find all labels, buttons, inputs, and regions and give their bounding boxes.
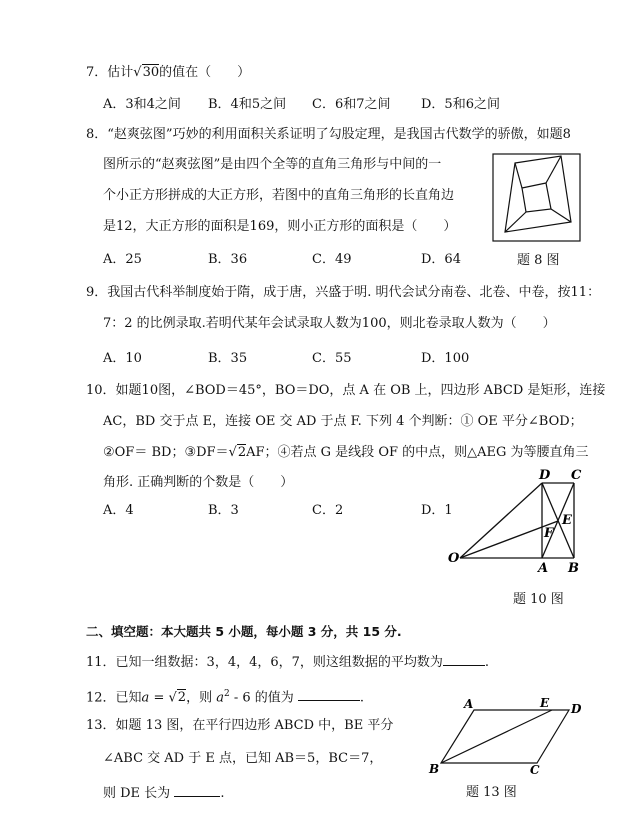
q11-answer-blank[interactable] [443,652,485,666]
q12-line [86,685,364,707]
q12-pre: 12．已知 [86,690,142,706]
q7-option-a: A．3和4之间 [103,97,181,112]
q10-option-c: C．2 [312,503,344,518]
sqrt-sign: √ [168,690,177,706]
q10-label-d: D [539,468,551,483]
sqrt-sign: √ [228,445,237,460]
q12-var-a2: a [216,690,224,706]
q7-stem-pre: 7．估计 [86,65,134,80]
q10-label-c: C [571,468,582,483]
q12-radicand: 2 [177,690,187,706]
q8-option-a: A．25 [103,252,142,267]
q10-line-4: 角形. 正确判断的个数是（ ） [103,475,294,490]
q10-radicand: 2 [237,445,247,460]
q13-end: . [220,786,225,801]
q8-line-4: 是12，大正方形的面积是169，则小正方形的面积是（ ） [103,219,457,234]
q8-line-1: 8．“赵爽弦图”巧妙的利用面积关系证明了勾股定理，是我国古代数学的骄傲，如题8 [86,127,571,142]
q9-option-c: C．55 [312,351,352,366]
q13-figure-caption: 题 13 图 [466,785,517,800]
q8-option-d: D．64 [421,252,461,267]
q10-figure-caption: 题 10 图 [513,592,564,607]
q10-line-3 [103,444,589,462]
q12-post: - 6 的值为 [229,690,298,706]
q8-line-2: 图所示的“赵爽弦图”是由四个全等的直角三角形与中间的一 [103,157,442,172]
q10-label-b: B [568,561,579,576]
q10-label-a: A [538,561,549,576]
q10-option-a: A．4 [103,503,134,518]
q13-label-a: A [464,697,474,711]
q13-answer-blank[interactable] [174,783,220,797]
q12-exponent: 2 [223,689,230,699]
q9-option-d: D．100 [421,351,470,366]
q12-var-a: a [141,690,150,706]
section-2-title: 二、填空题：本大题共 5 小题，每小题 3 分，共 15 分. [86,624,402,639]
q11-text: 11．已知一组数据：3，4，4，6，7，则这组数据的平均数为 [86,655,443,670]
q11-end: . [484,655,490,670]
q9-line-2: 7：2 的比例录取.若明代某年会试录取人数为100，则北卷录取人数为（ ） [103,316,556,331]
q10-label-o: O [448,551,460,566]
q10-line-2: AC，BD 交于点 E，连接 OE 交 AD 于点 F. 下列 4 个判断：① OE 平分∠BOD； [103,414,583,429]
q7-radicand: 30 [142,65,160,80]
q10-line-3a: ②OF＝ BD；③DF＝ [103,445,229,460]
q8-figure-caption: 题 8 图 [517,253,560,268]
q13-figure [424,695,584,775]
q7-option-d: D．5和6之间 [421,97,500,112]
q8-option-c: C．49 [312,252,352,267]
sqrt-sign: √ [133,65,142,80]
q13-label-c: C [530,763,540,777]
q9-line-1: 9．我国古代科举制度始于隋，成于唐，兴盛于明. 明代会试分南卷、北卷、中卷，按11： [86,285,601,300]
q11-line [86,652,489,672]
q7-stem [86,64,250,82]
q13-line-1: 13．如题 13 图，在平行四边形 ABCD 中，BE 平分 [86,718,394,733]
q12-end: . [359,690,365,706]
q12-mid: ，则 [186,690,217,706]
q10-label-e: E [562,513,572,528]
q10-label-f: F [544,526,554,541]
q9-option-a: A．10 [103,351,142,366]
q13-line-3-text: 则 DE 长为 [103,786,171,801]
q12-eq: = [149,690,169,706]
q13-line-2: ∠ABC 交 AD 于 E 点，已知 AB＝5，BC＝7， [103,751,383,766]
q8-line-3: 个小正方形拼成的大正方形，若图中的直角三角形的长直角边 [103,188,455,203]
q7-stem-post: 的值在（ ） [159,65,251,80]
q13-line-3 [103,783,224,803]
q8-figure [492,153,582,243]
q9-option-b: B．35 [208,351,248,366]
q13-label-b: B [429,762,440,776]
q7-option-b: B．4和5之间 [208,97,287,112]
q7-option-c: C．6和7之间 [312,97,391,112]
q10-figure [448,466,598,581]
q10-option-b: B．3 [208,503,239,518]
q12-answer-blank[interactable] [298,687,360,701]
q10-line-1: 10．如题10图，∠BOD＝45°，BO＝DO，点 A 在 OB 上，四边形 ABCD 是矩形，连接 [86,383,606,398]
q8-option-b: B．36 [208,252,248,267]
q10-option-d: D．1 [421,503,453,518]
q13-label-d: D [571,702,582,716]
q10-line-3b: AF；④若点 G 是线段 OF 的中点，则△AEG 为等腰直角三 [246,445,589,460]
q13-label-e: E [540,696,550,710]
